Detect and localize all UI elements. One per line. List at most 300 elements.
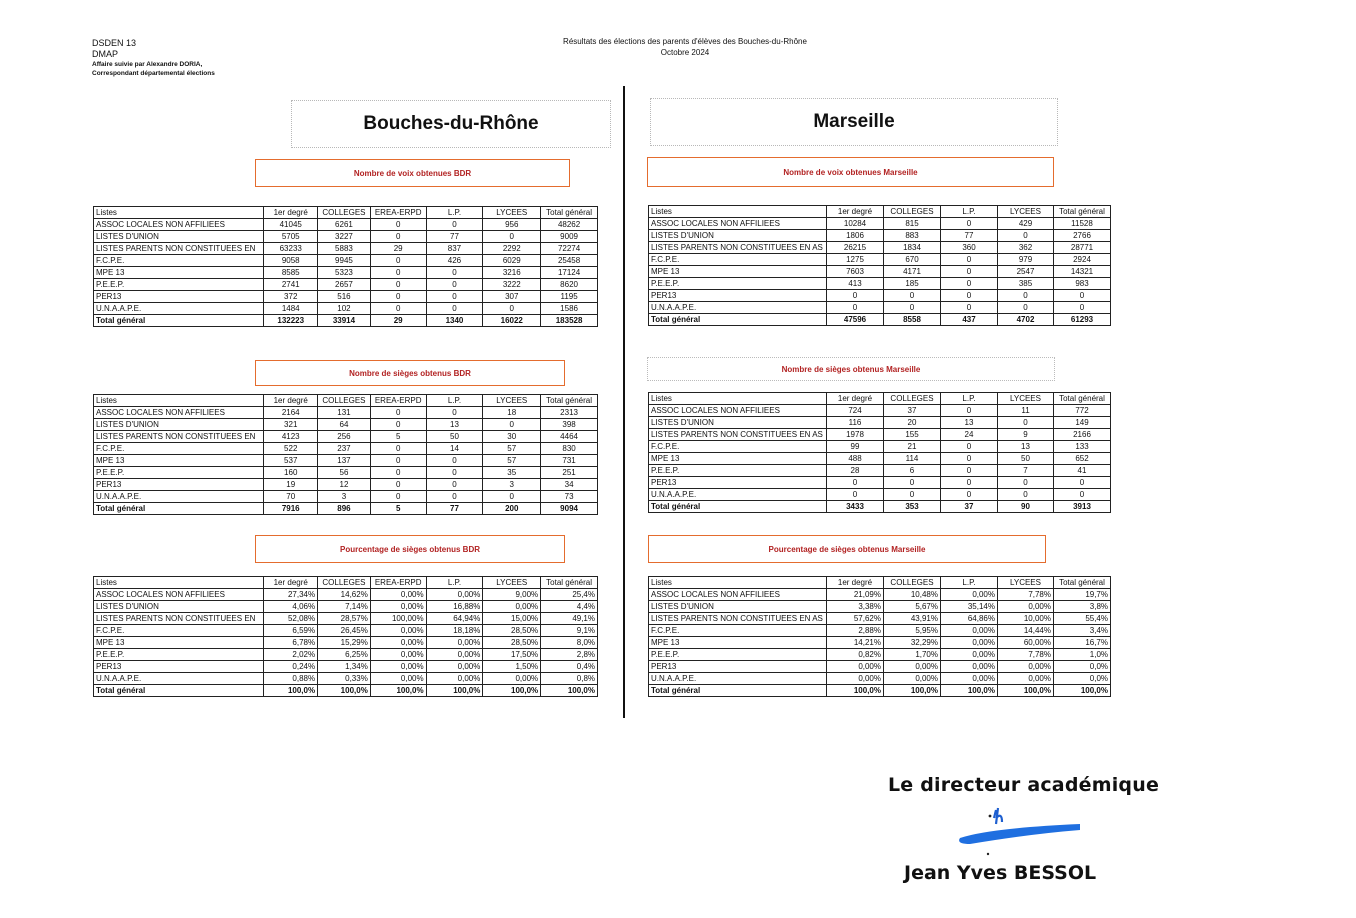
- table-header-row: [94, 395, 598, 407]
- table-cell: 6,78%: [264, 637, 318, 649]
- table-cell: 6,59%: [264, 625, 318, 637]
- section-title-seats-bdr: [255, 360, 565, 386]
- row-label: LISTES D'UNION: [94, 601, 264, 613]
- table-cell: 0: [941, 453, 998, 465]
- table-row: [94, 231, 598, 243]
- column-header: Total général: [541, 577, 598, 589]
- table-row: [649, 601, 1111, 613]
- table-cell: 0: [426, 303, 483, 315]
- column-header: LYCEES: [998, 577, 1054, 589]
- table-cell: 0: [998, 417, 1054, 429]
- table-total-row: [649, 314, 1111, 326]
- column-header: Total général: [541, 207, 598, 219]
- column-header: L.P.: [426, 395, 483, 407]
- section-title-text: Pourcentage de sièges obtenus BDR: [339, 544, 481, 554]
- table-cell: 18: [483, 407, 541, 419]
- section-title-seats-marseille: [647, 357, 1055, 381]
- row-label: ASSOC LOCALES NON AFFILIEES: [94, 589, 264, 601]
- table-cell: 18,18%: [426, 625, 483, 637]
- table-cell: 0: [941, 489, 998, 501]
- table-cell: 19,7%: [1054, 589, 1111, 601]
- document-title: Résultats des élections des parents d'élèves des Bouches-du-Rhône: [563, 37, 807, 46]
- table-cell: 2164: [264, 407, 318, 419]
- table-cell: 55,4%: [1054, 613, 1111, 625]
- table-row: [649, 254, 1111, 266]
- column-header: Listes: [649, 206, 827, 218]
- table-cell: 0,00%: [827, 661, 884, 673]
- table-cell: 100,0%: [827, 685, 884, 697]
- table-cell: 2166: [1054, 429, 1111, 441]
- role-line: Correspondant départemental élections: [92, 70, 215, 77]
- table-cell: 17124: [541, 267, 598, 279]
- table-cell: 0,88%: [264, 673, 318, 685]
- table-cell: 522: [264, 443, 318, 455]
- table-cell: 57: [483, 455, 541, 467]
- table-row: [94, 455, 598, 467]
- row-label: LISTES PARENTS NON CONSTITUEES EN: [94, 243, 264, 255]
- table-cell: 37: [941, 501, 998, 513]
- dept-name: DMAP: [92, 49, 119, 59]
- table-cell: 4,4%: [541, 601, 598, 613]
- table-cell: 9945: [318, 255, 371, 267]
- row-label: ASSOC LOCALES NON AFFILIEES: [94, 407, 264, 419]
- table-cell: 70: [264, 491, 318, 503]
- table-cell: 0: [998, 302, 1054, 314]
- column-header: L.P.: [941, 206, 998, 218]
- table-cell: 0,00%: [370, 589, 426, 601]
- table-cell: 0: [370, 219, 426, 231]
- table-cell: 15,00%: [483, 613, 541, 625]
- column-header: COLLEGES: [318, 577, 371, 589]
- column-header: 1er degré: [827, 393, 884, 405]
- table-cell: 4171: [884, 266, 941, 278]
- table-cell: 251: [541, 467, 598, 479]
- table-header-row: [649, 577, 1111, 589]
- table-cell: 5883: [318, 243, 371, 255]
- table-cell: 1834: [884, 242, 941, 254]
- column-header: 1er degré: [264, 577, 318, 589]
- table-cell: 0,00%: [370, 601, 426, 613]
- table-cell: 100,0%: [264, 685, 318, 697]
- table-cell: 0: [426, 291, 483, 303]
- column-header: 1er degré: [264, 395, 318, 407]
- table-cell: 0: [941, 477, 998, 489]
- table-row: [94, 243, 598, 255]
- table-row: [649, 477, 1111, 489]
- table-row: [649, 429, 1111, 441]
- table-cell: 0: [941, 278, 998, 290]
- table-cell: 137: [318, 455, 371, 467]
- table-cell: 0: [370, 419, 426, 431]
- row-label: PER13: [649, 290, 827, 302]
- table-cell: 5705: [264, 231, 318, 243]
- table-cell: 13: [998, 441, 1054, 453]
- table-cell: 43,91%: [884, 613, 941, 625]
- column-header: EREA-ERPD: [370, 207, 426, 219]
- table-cell: 37: [884, 405, 941, 417]
- table-cell: 34: [541, 479, 598, 491]
- table-cell: 0: [370, 267, 426, 279]
- table-cell: 0: [998, 230, 1054, 242]
- row-label: MPE 13: [649, 453, 827, 465]
- region-name: Marseille: [813, 111, 895, 132]
- table-cell: 61293: [1054, 314, 1111, 326]
- table-cell: 0,00%: [426, 589, 483, 601]
- row-label: F.C.P.E.: [94, 255, 264, 267]
- row-label: LISTES D'UNION: [649, 230, 827, 242]
- section-title-text: Nombre de sièges obtenus Marseille: [781, 364, 921, 374]
- row-label: LISTES D'UNION: [94, 419, 264, 431]
- table-cell: 0,00%: [941, 661, 998, 673]
- table-row: [94, 443, 598, 455]
- table-cell: 0: [827, 302, 884, 314]
- table-cell: 0: [426, 467, 483, 479]
- table-row: [94, 267, 598, 279]
- table-cell: 0,24%: [264, 661, 318, 673]
- table-cell: 3: [318, 491, 371, 503]
- table-cell: 72274: [541, 243, 598, 255]
- row-label: LISTES PARENTS NON CONSTITUEES EN AS: [649, 613, 827, 625]
- region-name: Bouches-du-Rhône: [363, 113, 539, 134]
- table-cell: 14,62%: [318, 589, 371, 601]
- table-cell: 0: [998, 477, 1054, 489]
- column-header: Listes: [649, 577, 827, 589]
- table-cell: 0: [426, 479, 483, 491]
- column-header: Listes: [94, 577, 264, 589]
- column-header: COLLEGES: [884, 393, 941, 405]
- percent-table-marseille: [648, 576, 1111, 697]
- table-cell: 30: [483, 431, 541, 443]
- table-cell: 0,8%: [541, 673, 598, 685]
- column-header: Listes: [649, 393, 827, 405]
- table-cell: 0: [941, 405, 998, 417]
- table-cell: 7,14%: [318, 601, 371, 613]
- table-cell: 0,00%: [370, 661, 426, 673]
- table-cell: 0: [483, 491, 541, 503]
- table-cell: 1,34%: [318, 661, 371, 673]
- table-cell: 47596: [827, 314, 884, 326]
- section-title-text: Nombre de voix obtenues Marseille: [783, 167, 918, 177]
- row-label: PER13: [94, 661, 264, 673]
- table-cell: 0,4%: [541, 661, 598, 673]
- table-cell: 41: [1054, 465, 1111, 477]
- table-cell: 100,0%: [318, 685, 371, 697]
- row-label: P.E.E.P.: [94, 649, 264, 661]
- table-cell: 131: [318, 407, 371, 419]
- row-label: Total général: [649, 314, 827, 326]
- table-cell: 9,1%: [541, 625, 598, 637]
- table-cell: 307: [483, 291, 541, 303]
- table-cell: 0: [941, 441, 998, 453]
- table-cell: 3222: [483, 279, 541, 291]
- table-cell: 50: [426, 431, 483, 443]
- column-header: LYCEES: [998, 206, 1054, 218]
- table-cell: 398: [541, 419, 598, 431]
- table-cell: 2292: [483, 243, 541, 255]
- table-cell: 0,00%: [370, 625, 426, 637]
- table-cell: 1586: [541, 303, 598, 315]
- column-header: Total général: [1054, 393, 1111, 405]
- column-header: L.P.: [426, 577, 483, 589]
- section-title-votes-marseille: [647, 157, 1054, 187]
- table-cell: 0,00%: [941, 673, 998, 685]
- table-cell: 979: [998, 254, 1054, 266]
- table-cell: 149: [1054, 417, 1111, 429]
- section-title-votes-bdr: [255, 159, 570, 187]
- table-row: [94, 467, 598, 479]
- table-cell: 956: [483, 219, 541, 231]
- table-row: [649, 661, 1111, 673]
- column-header: Listes: [94, 207, 264, 219]
- table-cell: 16022: [483, 315, 541, 327]
- table-cell: 7: [998, 465, 1054, 477]
- column-header: Total général: [1054, 577, 1111, 589]
- table-cell: 28: [827, 465, 884, 477]
- table-cell: 652: [1054, 453, 1111, 465]
- table-row: [649, 589, 1111, 601]
- table-cell: 133: [1054, 441, 1111, 453]
- section-title-percent-marseille: [648, 535, 1046, 563]
- table-row: [649, 637, 1111, 649]
- table-row: [649, 453, 1111, 465]
- row-label: MPE 13: [649, 637, 827, 649]
- row-label: LISTES D'UNION: [649, 417, 827, 429]
- table-total-row: [649, 501, 1111, 513]
- table-cell: 0: [370, 407, 426, 419]
- table-cell: 77: [426, 231, 483, 243]
- table-cell: 0: [827, 477, 884, 489]
- row-label: LISTES PARENTS NON CONSTITUEES EN: [94, 613, 264, 625]
- table-cell: 837: [426, 243, 483, 255]
- column-header: Total général: [1054, 206, 1111, 218]
- signatory-name: Jean Yves BESSOL: [904, 862, 1097, 884]
- table-cell: 0: [941, 302, 998, 314]
- table-cell: 21,09%: [827, 589, 884, 601]
- table-cell: 3: [483, 479, 541, 491]
- row-label: F.C.P.E.: [94, 443, 264, 455]
- table-cell: 0,00%: [370, 673, 426, 685]
- table-cell: 116: [827, 417, 884, 429]
- table-cell: 2547: [998, 266, 1054, 278]
- table-cell: 7,78%: [998, 589, 1054, 601]
- table-cell: 28771: [1054, 242, 1111, 254]
- table-cell: 372: [264, 291, 318, 303]
- table-cell: 6261: [318, 219, 371, 231]
- row-label: U.N.A.A.P.E.: [649, 673, 827, 685]
- table-cell: 0,00%: [941, 625, 998, 637]
- table-cell: 429: [998, 218, 1054, 230]
- table-header-row: [649, 393, 1111, 405]
- table-cell: 256: [318, 431, 371, 443]
- table-cell: 0,00%: [827, 673, 884, 685]
- table-cell: 360: [941, 242, 998, 254]
- table-cell: 77: [426, 503, 483, 515]
- votes-table-marseille: [648, 205, 1111, 326]
- table-cell: 63233: [264, 243, 318, 255]
- table-cell: 11528: [1054, 218, 1111, 230]
- table-cell: 17,50%: [483, 649, 541, 661]
- table-cell: 57: [483, 443, 541, 455]
- table-cell: 2766: [1054, 230, 1111, 242]
- table-cell: 14321: [1054, 266, 1111, 278]
- row-label: Total général: [649, 501, 827, 513]
- table-cell: 27,34%: [264, 589, 318, 601]
- table-cell: 5: [370, 503, 426, 515]
- row-label: U.N.A.A.P.E.: [94, 303, 264, 315]
- table-cell: 0,00%: [941, 649, 998, 661]
- table-cell: 52,08%: [264, 613, 318, 625]
- section-title-percent-bdr: [255, 535, 565, 563]
- table-row: [649, 673, 1111, 685]
- row-label: F.C.P.E.: [649, 254, 827, 266]
- table-cell: 6029: [483, 255, 541, 267]
- table-cell: 0,00%: [884, 673, 941, 685]
- seats-table-bdr: [93, 394, 598, 515]
- table-cell: 0: [941, 218, 998, 230]
- table-cell: 77: [941, 230, 998, 242]
- table-row: [94, 279, 598, 291]
- table-cell: 14,21%: [827, 637, 884, 649]
- table-row: [649, 625, 1111, 637]
- table-cell: 0,00%: [483, 601, 541, 613]
- column-header: Listes: [94, 395, 264, 407]
- column-header: COLLEGES: [318, 395, 371, 407]
- table-cell: 0,00%: [426, 649, 483, 661]
- table-row: [94, 649, 598, 661]
- table-cell: 0: [426, 407, 483, 419]
- table-cell: 0: [884, 477, 941, 489]
- row-label: LISTES PARENTS NON CONSTITUEES EN: [94, 431, 264, 443]
- table-cell: 11: [998, 405, 1054, 417]
- table-cell: 3913: [1054, 501, 1111, 513]
- column-header: L.P.: [941, 393, 998, 405]
- signature-title: Le directeur académique: [888, 774, 1160, 796]
- table-total-row: [94, 685, 598, 697]
- table-cell: 426: [426, 255, 483, 267]
- table-cell: 24: [941, 429, 998, 441]
- table-cell: 516: [318, 291, 371, 303]
- table-cell: 0: [827, 489, 884, 501]
- table-cell: 9009: [541, 231, 598, 243]
- table-cell: 0,00%: [426, 661, 483, 673]
- table-cell: 73: [541, 491, 598, 503]
- table-cell: 99: [827, 441, 884, 453]
- table-row: [649, 302, 1111, 314]
- table-row: [94, 637, 598, 649]
- table-cell: 16,7%: [1054, 637, 1111, 649]
- table-cell: 0: [426, 219, 483, 231]
- table-cell: 185: [884, 278, 941, 290]
- table-cell: 2657: [318, 279, 371, 291]
- table-row: [94, 661, 598, 673]
- row-label: F.C.P.E.: [94, 625, 264, 637]
- table-cell: 2,02%: [264, 649, 318, 661]
- table-cell: 0,00%: [941, 589, 998, 601]
- column-header: LYCEES: [483, 577, 541, 589]
- table-cell: 0: [370, 467, 426, 479]
- table-cell: 0: [483, 303, 541, 315]
- column-header: LYCEES: [483, 395, 541, 407]
- table-header-row: [649, 206, 1111, 218]
- row-label: Total général: [649, 685, 827, 697]
- table-cell: 3,8%: [1054, 601, 1111, 613]
- table-cell: 0: [827, 290, 884, 302]
- column-header: L.P.: [426, 207, 483, 219]
- table-cell: 12: [318, 479, 371, 491]
- table-cell: 2,88%: [827, 625, 884, 637]
- table-row: [649, 242, 1111, 254]
- table-cell: 1,0%: [1054, 649, 1111, 661]
- table-cell: 1340: [426, 315, 483, 327]
- table-cell: 100,0%: [483, 685, 541, 697]
- table-cell: 0,00%: [998, 601, 1054, 613]
- table-cell: 0: [998, 489, 1054, 501]
- table-row: [649, 465, 1111, 477]
- table-cell: 100,0%: [541, 685, 598, 697]
- table-row: [649, 278, 1111, 290]
- table-cell: 0,00%: [998, 673, 1054, 685]
- row-label: P.E.E.P.: [94, 467, 264, 479]
- table-row: [649, 230, 1111, 242]
- table-cell: 32,29%: [884, 637, 941, 649]
- table-cell: 19: [264, 479, 318, 491]
- table-cell: 100,0%: [884, 685, 941, 697]
- column-header: EREA-ERPD: [370, 577, 426, 589]
- table-cell: 0: [1054, 489, 1111, 501]
- column-header: 1er degré: [264, 207, 318, 219]
- table-cell: 670: [884, 254, 941, 266]
- table-cell: 60,00%: [998, 637, 1054, 649]
- table-cell: 2313: [541, 407, 598, 419]
- row-label: MPE 13: [649, 266, 827, 278]
- table-cell: 102: [318, 303, 371, 315]
- table-cell: 100,0%: [370, 685, 426, 697]
- table-cell: 4123: [264, 431, 318, 443]
- table-cell: 731: [541, 455, 598, 467]
- table-row: [94, 601, 598, 613]
- table-cell: 0,0%: [1054, 673, 1111, 685]
- percent-table-bdr: [93, 576, 598, 697]
- table-cell: 3,38%: [827, 601, 884, 613]
- table-cell: 0: [483, 231, 541, 243]
- column-header: 1er degré: [827, 206, 884, 218]
- table-cell: 0: [884, 302, 941, 314]
- table-cell: 0: [370, 491, 426, 503]
- region-title-bdr: [291, 100, 611, 148]
- table-row: [94, 589, 598, 601]
- column-header: COLLEGES: [884, 577, 941, 589]
- table-cell: 15,29%: [318, 637, 371, 649]
- table-cell: 3216: [483, 267, 541, 279]
- table-cell: 0,00%: [370, 649, 426, 661]
- table-cell: 0: [370, 303, 426, 315]
- table-cell: 0: [1054, 290, 1111, 302]
- table-row: [94, 479, 598, 491]
- table-cell: 0,82%: [827, 649, 884, 661]
- table-cell: 28,57%: [318, 613, 371, 625]
- table-row: [94, 625, 598, 637]
- table-total-row: [649, 685, 1111, 697]
- table-cell: 6: [884, 465, 941, 477]
- table-cell: 0: [998, 290, 1054, 302]
- table-cell: 0,00%: [370, 637, 426, 649]
- column-header: COLLEGES: [884, 206, 941, 218]
- table-cell: 25458: [541, 255, 598, 267]
- table-cell: 815: [884, 218, 941, 230]
- table-cell: 57,62%: [827, 613, 884, 625]
- row-label: U.N.A.A.P.E.: [94, 673, 264, 685]
- table-cell: 28,50%: [483, 625, 541, 637]
